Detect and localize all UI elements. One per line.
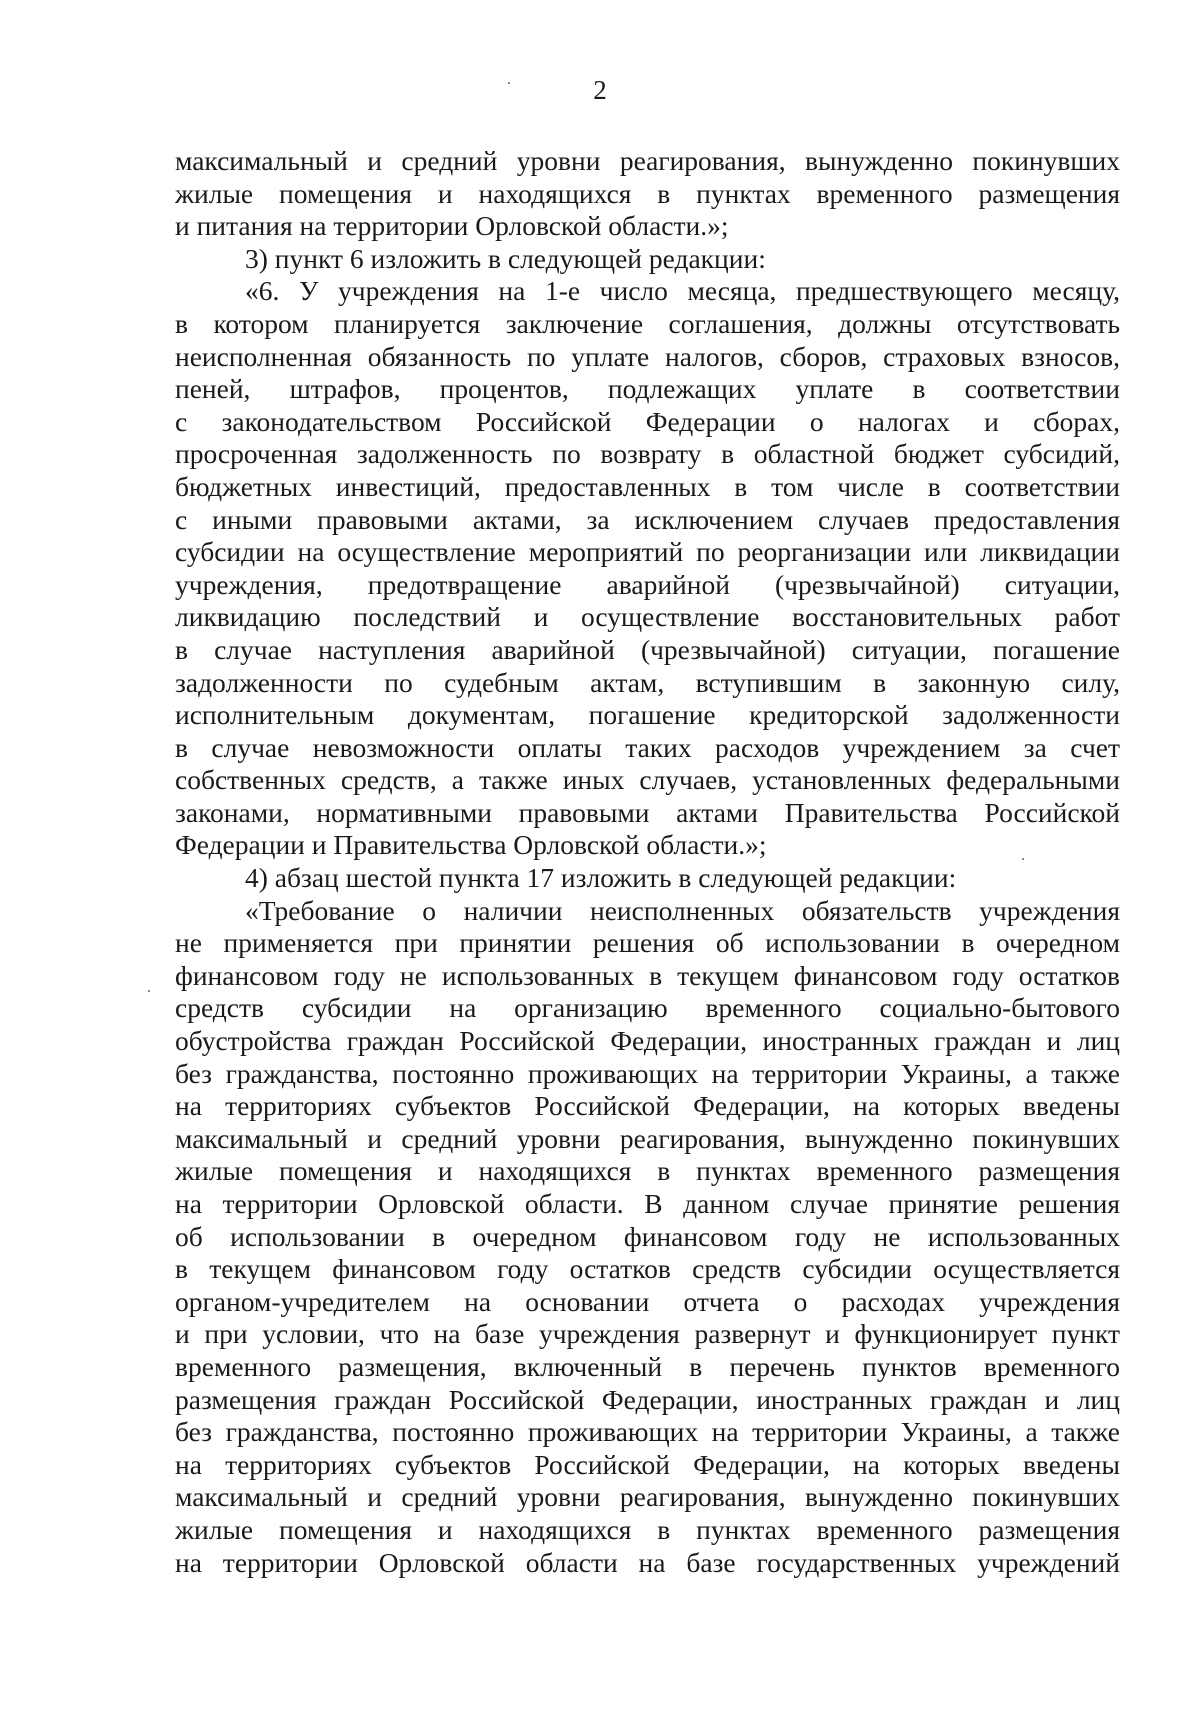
text-line: без гражданства, постоянно проживающих на территории Украины, а также xyxy=(175,1416,1120,1448)
text-line: средств субсидии на организацию временного социально-бытового xyxy=(175,992,1120,1024)
text-line: максимальный и средний уровни реагирования, вынужденно покинувших xyxy=(175,145,1120,176)
text-line: максимальный и средний уровни реагирования, вынужденно покинувших xyxy=(175,1481,1120,1513)
text-line: жилые помещения и находящихся в пунктах временного размещения xyxy=(175,177,1120,209)
text-line: без гражданства, постоянно проживающих на территории Украины, а также xyxy=(175,1057,1120,1089)
text-line: не применяется при принятии решения об использовании в очередном xyxy=(175,927,1120,959)
text-line: финансовом году не использованных в текущем финансовом году остатков xyxy=(175,959,1120,991)
text-line: органом-учредителем на основании отчета о расходах учреждения xyxy=(175,1285,1120,1317)
text-line: «Требование о наличии неисполненных обязательств учреждения xyxy=(245,894,1120,926)
text-line: пеней, штрафов, процентов, подлежащих уплате в соответствии xyxy=(175,373,1120,405)
text-line: и питания на территории Орловской области.»; xyxy=(175,210,729,242)
text-line: просроченная задолженность по возврату в областной бюджет субсидий, xyxy=(175,438,1120,470)
text-line: обустройства граждан Российской Федерации, иностранных граждан и лиц xyxy=(175,1025,1120,1057)
text-line: Федерации и Правительства Орловской области.»; xyxy=(175,829,767,861)
text-line: временного размещения, включенный в перечень пунктов временного xyxy=(175,1350,1120,1382)
text-line: в котором планируется заключение соглашения, должны отсутствовать xyxy=(175,307,1120,339)
text-line: на территории Орловской области. В данном случае принятие решения xyxy=(175,1188,1120,1219)
text-line: с законодательством Российской Федерации о налогах и сборах, xyxy=(175,405,1120,437)
document-body xyxy=(175,145,1120,1579)
text-line: исполнительным документам, погашение кредиторской задолженности xyxy=(175,699,1120,731)
text-line: собственных средств, а также иных случаев, установленных федеральными xyxy=(175,764,1120,796)
text-line: «6. У учреждения на 1-е число месяца, предшествующего месяцу, xyxy=(245,275,1120,307)
text-line: размещения граждан Российской Федерации, иностранных граждан и лиц xyxy=(175,1383,1120,1415)
text-line: неисполненная обязанность по уплате налогов, сборов, страховых взносов, xyxy=(175,340,1120,372)
text-line: жилые помещения и находящихся в пунктах временного размещения xyxy=(175,1155,1120,1187)
text-line: 3) пункт 6 изложить в следующей редакции: xyxy=(245,242,766,274)
text-line: на территории Орловской области на базе государственных учреждений xyxy=(175,1546,1120,1578)
text-line: в случае наступления аварийной (чрезвычайной) ситуации, погашение xyxy=(175,633,1120,665)
text-line: 4) абзац шестой пункта 17 изложить в следующей редакции: xyxy=(245,862,957,894)
text-line: законами, нормативными правовыми актами Правительства Российской xyxy=(175,796,1120,828)
text-line: об использовании в очередном финансовом году не использованных xyxy=(175,1220,1120,1252)
text-line: учреждения, предотвращение аварийной (чрезвычайной) ситуации, xyxy=(175,568,1120,600)
text-line: и при условии, что на базе учреждения развернут и функционирует пункт xyxy=(175,1318,1120,1350)
text-line: субсидии на осуществление мероприятий по реорганизации или ликвидации xyxy=(175,536,1120,568)
scan-speck xyxy=(148,990,150,992)
text-line: ликвидацию последствий и осуществление восстановительных работ xyxy=(175,601,1120,633)
text-line: в текущем финансовом году остатков средств субсидии осуществляется xyxy=(175,1253,1120,1285)
text-line: на территориях субъектов Российской Федерации, на которых введены xyxy=(175,1090,1120,1122)
text-line: бюджетных инвестиций, предоставленных в том числе в соответствии xyxy=(175,470,1120,502)
text-line: с иными правовыми актами, за исключением случаев предоставления xyxy=(175,503,1120,535)
text-line: жилые помещения и находящихся в пунктах временного размещения xyxy=(175,1513,1120,1545)
text-line: в случае невозможности оплаты таких расходов учреждением за счет xyxy=(175,731,1120,763)
text-line: задолженности по судебным актам, вступившим в законную силу, xyxy=(175,666,1120,698)
page-number: 2 xyxy=(593,75,607,105)
text-line: максимальный и средний уровни реагирования, вынужденно покинувших xyxy=(175,1122,1120,1154)
text-line: на территориях субъектов Российской Федерации, на которых введены xyxy=(175,1448,1120,1480)
